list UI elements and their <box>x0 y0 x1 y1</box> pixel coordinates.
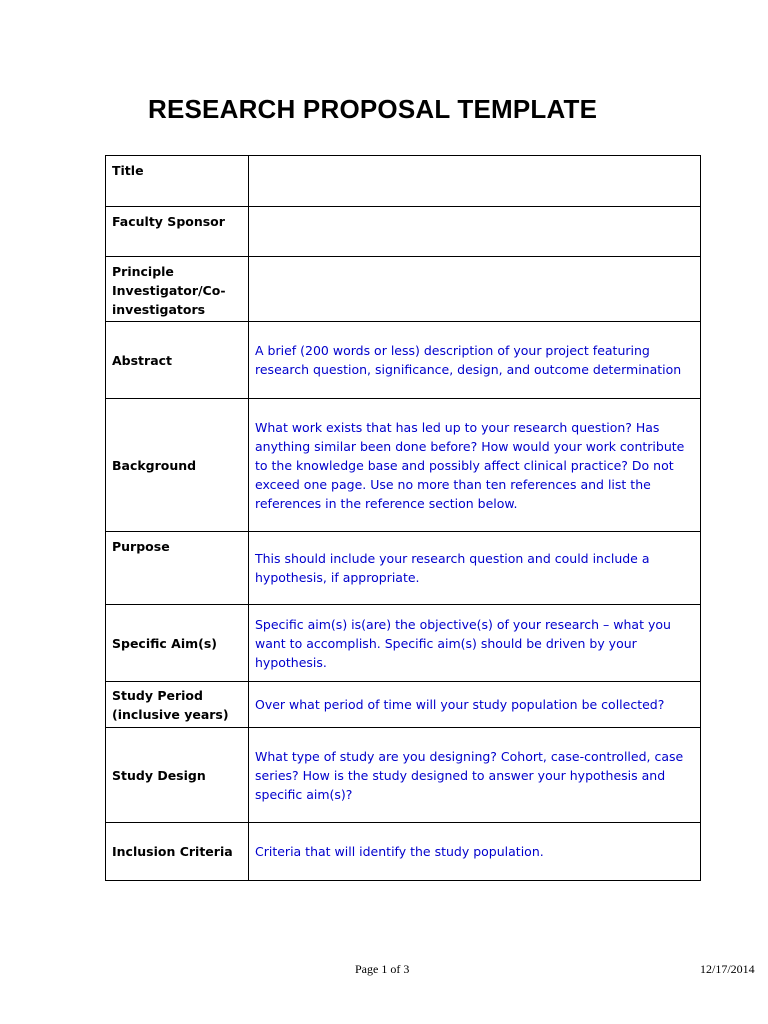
row-label-faculty-sponsor: Faculty Sponsor <box>106 207 249 257</box>
row-content-study-period[interactable]: Over what period of time will your study population be collected? <box>249 682 701 728</box>
table-row-title <box>106 156 701 207</box>
table-row-faculty-sponsor <box>106 207 701 257</box>
table-row-inclusion-criteria <box>106 823 701 881</box>
row-label-background: Background <box>106 399 249 532</box>
table-row-study-period <box>106 682 701 728</box>
table-row-study-design <box>106 728 701 823</box>
table-row-purpose <box>106 532 701 605</box>
document-title: RESEARCH PROPOSAL TEMPLATE <box>148 94 598 124</box>
row-label-study-design: Study Design <box>106 728 249 823</box>
row-content-faculty-sponsor[interactable] <box>249 207 701 257</box>
row-content-background[interactable]: What work exists that has led up to your research question? Has anything similar been done before? How would your work contribute to the knowledge base and possibly affect clinical practice? Do not exceed one page. Use no more than ten references and list the references in the reference section below. <box>249 399 701 532</box>
row-label-specific-aims: Specific Aim(s) <box>106 605 249 682</box>
row-content-purpose[interactable]: This should include your research question and could include a hypothesis, if appropriate. <box>249 532 701 605</box>
proposal-table <box>105 155 701 881</box>
row-content-inclusion-criteria[interactable]: Criteria that will identify the study population. <box>249 823 701 881</box>
row-content-specific-aims[interactable]: Specific aim(s) is(are) the objective(s) of your research – what you want to accomplish. Specific aim(s) should be driven by your hypothesis. <box>249 605 701 682</box>
table-row-background <box>106 399 701 532</box>
row-label-title: Title <box>106 156 249 207</box>
row-label-study-period: Study Period (inclusive years) <box>106 682 249 728</box>
table-row-specific-aims <box>106 605 701 682</box>
row-content-abstract[interactable]: A brief (200 words or less) description of your project featuring research question, significance, design, and outcome determination <box>249 322 701 399</box>
row-content-investigators[interactable] <box>249 257 701 322</box>
row-content-study-design[interactable]: What type of study are you designing? Cohort, case-controlled, case series? How is the study designed to answer your hypothesis and specific aim(s)? <box>249 728 701 823</box>
table-row-abstract <box>106 322 701 399</box>
footer-date: 12/17/2014 <box>700 962 755 976</box>
row-label-investigators: Principle Investigator/Co-investigators <box>106 257 249 322</box>
row-label-inclusion-criteria: Inclusion Criteria <box>106 823 249 881</box>
table-row-investigators <box>106 257 701 322</box>
footer-page-number: Page 1 of 3 <box>355 962 410 976</box>
row-label-purpose: Purpose <box>106 532 249 605</box>
row-label-abstract: Abstract <box>106 322 249 399</box>
row-content-title[interactable] <box>249 156 701 207</box>
